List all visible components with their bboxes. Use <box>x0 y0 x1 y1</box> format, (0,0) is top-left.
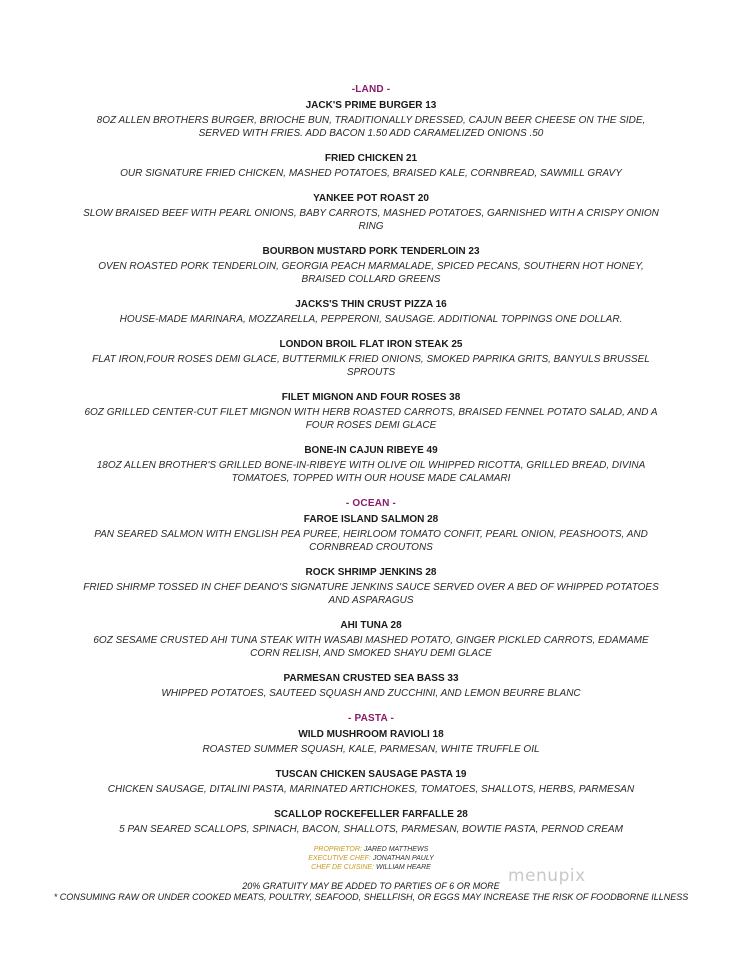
menu-item <box>0 153 742 180</box>
item-description: FRIED SHIRMP TOSSED IN CHEF DEANO'S SIGNATURE JENKINS SAUCE SERVED OVER A BED OF WHIPPED POTATOES AND ASPARAGUS <box>83 582 659 606</box>
item-title: WILD MUSHROOM RAVIOLI 18 <box>298 729 444 740</box>
item-description: OUR SIGNATURE FRIED CHICKEN, MASHED POTATOES, BRAISED KALE, CORNBREAD, SAWMILL GRAVY <box>120 168 622 179</box>
item-description: CHICKEN SAUSAGE, DITALINI PASTA, MARINATED ARTICHOKES, TOMATOES, SHALLOTS, HERBS, PARMESAN <box>107 784 635 795</box>
menu-item <box>0 514 742 554</box>
menu-item <box>0 339 742 379</box>
section-ocean <box>0 498 742 700</box>
item-title: ROCK SHRIMP JENKINS 28 <box>305 567 437 578</box>
menu-notes <box>0 881 742 903</box>
item-description: ROASTED SUMMER SQUASH, KALE, PARMESAN, WHITE TRUFFLE OIL <box>202 744 540 755</box>
menu-page <box>0 84 742 903</box>
section-heading: - OCEAN - <box>345 498 397 509</box>
staff-credits <box>0 845 742 872</box>
item-title: YANKEE POT ROAST 20 <box>313 193 429 204</box>
menu-item <box>0 100 742 140</box>
credit-line <box>0 863 742 872</box>
item-description: 6OZ SESAME CRUSTED AHI TUNA STEAK WITH WASABI MASHED POTATO, GINGER PICKLED CARROTS, EDAMAME CORN RELISH, AND SMOKED SHAYU DEMI GLACE <box>93 635 649 659</box>
item-title: TUSCAN CHICKEN SAUSAGE PASTA 19 <box>275 769 467 780</box>
item-description: SLOW BRAISED BEEF WITH PEARL ONIONS, BABY CARROTS, MASHED POTATOES, GARNISHED WITH A CRISPY ONION RING <box>83 208 659 232</box>
credit-name: JARED MATTHEWS <box>363 846 429 853</box>
credit-role: CHEF DE CUISINE: <box>311 864 375 871</box>
menu-item <box>0 567 742 607</box>
item-title: JACK'S PRIME BURGER 13 <box>305 100 437 111</box>
gratuity-note: 20% GRATUITY MAY BE ADDED TO PARTIES OF 6 OR MORE <box>242 881 500 891</box>
item-title: FRIED CHICKEN 21 <box>324 153 418 164</box>
item-title: PARMESAN CRUSTED SEA BASS 33 <box>283 673 459 684</box>
item-description: 5 PAN SEARED SCALLOPS, SPINACH, BACON, SHALLOTS, PARMESAN, BOWTIE PASTA, PERNOD CREAM <box>119 824 623 835</box>
item-title: SCALLOP ROCKEFELLER FARFALLE 28 <box>274 809 468 820</box>
menupix-watermark: menupix <box>508 866 586 886</box>
credit-role: EXECUTIVE CHEF: <box>308 855 371 862</box>
consumption-warning: * CONSUMING RAW OR UNDER COOKED MEATS, POULTRY, SEAFOOD, SHELLFISH, OR EGGS MAY INCREASE THE RISK OF FOODBORNE ILLNESS <box>53 892 689 902</box>
item-description: FLAT IRON,FOUR ROSES DEMI GLACE, BUTTERMILK FRIED ONIONS, SMOKED PAPRIKA GRITS, BANYULS BRUSSEL SPROUTS <box>92 354 650 378</box>
menu-item <box>0 673 742 700</box>
section-pasta <box>0 713 742 836</box>
item-description: OVEN ROASTED PORK TENDERLOIN, GEORGIA PEACH MARMALADE, SPICED PECANS, SOUTHERN HOT HONEY, BRAISED COLLARD GREENS <box>98 261 644 285</box>
credit-line <box>0 854 742 863</box>
menu-item <box>0 620 742 660</box>
menu-item <box>0 299 742 326</box>
item-description: PAN SEARED SALMON WITH ENGLISH PEA PUREE, HEIRLOOM TOMATO CONFIT, PEARL ONION, PEASHOOTS, AND CORNBREAD CROUTONS <box>94 529 648 553</box>
item-title: BOURBON MUSTARD PORK TENDERLOIN 23 <box>262 246 480 257</box>
credit-role: PROPRIETOR: <box>313 846 362 853</box>
item-description: WHIPPED POTATOES, SAUTEED SQUASH AND ZUCCHINI, AND LEMON BEURRE BLANC <box>161 688 581 699</box>
credit-name: JONATHAN PAULY <box>372 855 434 862</box>
menu-item <box>0 246 742 286</box>
item-title: BONE-IN CAJUN RIBEYE 49 <box>304 445 438 456</box>
section-heading: - PASTA - <box>347 713 395 724</box>
menu-item <box>0 193 742 233</box>
item-description: 8OZ ALLEN BROTHERS BURGER, BRIOCHE BUN, TRADITIONALLY DRESSED, CAJUN BEER CHEESE ON THE SIDE, SERVED WITH FRIES. ADD BACON 1.50 ADD CARAMELIZED ONIONS .50 <box>96 115 646 139</box>
menu-item <box>0 392 742 432</box>
menu-item <box>0 445 742 485</box>
item-title: AHI TUNA 28 <box>340 620 402 631</box>
item-description: HOUSE-MADE MARINARA, MOZZARELLA, PEPPERONI, SAUSAGE. ADDITIONAL TOPPINGS ONE DOLLAR. <box>119 314 623 325</box>
item-description: 18OZ ALLEN BROTHER'S GRILLED BONE-IN-RIBEYE WITH OLIVE OIL WHIPPED RICOTTA, GRILLED BREAD, DIVINA TOMATOES, TOPPED WITH OUR HOUSE MADE CALAMARI <box>96 460 646 484</box>
item-title: FILET MIGNON AND FOUR ROSES 38 <box>281 392 461 403</box>
item-title: FAROE ISLAND SALMON 28 <box>303 514 439 525</box>
section-heading: -LAND - <box>351 84 391 95</box>
menu-item <box>0 769 742 796</box>
credit-line <box>0 845 742 854</box>
item-description: 6OZ GRILLED CENTER-CUT FILET MIGNON WITH HERB ROASTED CARROTS, BRAISED FENNEL POTATO SALAD, AND A FOUR ROSES DEMI GLACE <box>84 407 658 431</box>
menu-item <box>0 729 742 756</box>
item-title: JACKS'S THIN CRUST PIZZA 16 <box>295 299 447 310</box>
section-land <box>0 84 742 485</box>
credit-name: WILLIAM HEARE <box>375 864 431 871</box>
menu-item <box>0 809 742 836</box>
item-title: LONDON BROIL FLAT IRON STEAK 25 <box>279 339 463 350</box>
